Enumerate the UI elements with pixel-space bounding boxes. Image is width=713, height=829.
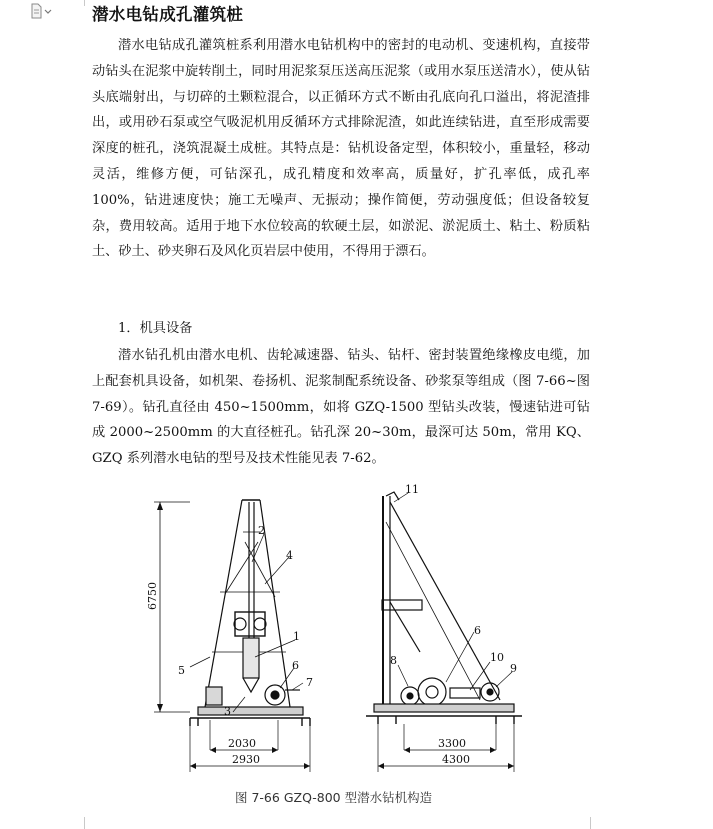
figure-caption: 图 7-66 GZQ-800 型潜水钻机构造 bbox=[235, 790, 433, 805]
callout-4: 4 bbox=[286, 549, 293, 562]
paragraph-intro: 潜水电钻成孔灌筑桩系利用潜水电钻机构中的密封的电动机、变速机构，直接带动钻头在泥浆中旋转削土，同时用泥浆泵压送高压泥浆（或用水泵压送清水），使从钻头底端射出，与切碎的土颗粒混合，以正循环方式不断由孔底向孔口溢出，将泥渣排出，或用砂石泵或空气吸泥机用反循环方式排除泥渣，如此连续钻进，直至形成需要深度的桩孔，浇筑混凝土成桩。其特点是：钻机设备定型，体积较小，重量轻，移动灵活，维修方便，可钻深孔，成孔精度和效率高，质量好，扩孔率低，成孔率 100%，钻进速度快；施工无噪声、无振动；操作简便，劳动强度低；但设备较复杂，费用较高。适用于地下水位较高的软硬土层，如淤泥、淤泥质土、粘土、粉质粘土、砂土、砂夹卵石及风化页岩层中使用，不得用于漂石。 bbox=[92, 38, 590, 260]
height-dimension: 6750 bbox=[146, 582, 159, 610]
callout-8: 8 bbox=[390, 654, 397, 667]
document-icon[interactable] bbox=[30, 3, 52, 19]
front-width-outer: 2930 bbox=[232, 753, 260, 766]
document-title: 潜水电钻成孔灌筑桩 bbox=[92, 5, 244, 24]
drill-rig-figure bbox=[146, 482, 540, 782]
callout-1: 1 bbox=[293, 630, 300, 643]
front-view bbox=[146, 500, 313, 772]
margin-corner-bottom-left bbox=[72, 817, 85, 829]
callout-6-front: 6 bbox=[292, 659, 299, 672]
paragraph-equipment: 潜水钻孔机由潜水电机、齿轮减速器、钻头、钻杆、密封装置绝缘橡皮电缆，加上配套机具设备，如机架、卷扬机、泥浆制配系统设备、砂浆泵等组成（图 7-66~图 7-69）。钻孔直径由 450~1500mm，如将 GZQ-1500 型钻头改装，慢速钻进可钻成 2000~2500mm 的大直径桩孔。钻孔深 20~30m，最深可达 50m，常用 KQ、GZQ 系列潜水电钻的型号及技术性能见表 7-62。 bbox=[92, 348, 590, 467]
margin-corner-bottom-right bbox=[590, 817, 605, 829]
section-heading: 1．机具设备 bbox=[118, 321, 193, 336]
callout-7: 7 bbox=[306, 676, 313, 689]
callout-6-side: 6 bbox=[474, 624, 481, 637]
callout-5: 5 bbox=[178, 664, 185, 677]
side-width-outer: 4300 bbox=[442, 753, 470, 766]
callout-9: 9 bbox=[510, 662, 517, 675]
side-width-inner: 3300 bbox=[438, 737, 466, 750]
callout-11: 11 bbox=[405, 483, 419, 496]
callout-2: 2 bbox=[258, 524, 265, 537]
front-width-inner: 2030 bbox=[228, 737, 256, 750]
side-view bbox=[366, 483, 522, 772]
margin-corner-top-left bbox=[76, 0, 85, 6]
callout-3: 3 bbox=[224, 705, 231, 718]
callout-10: 10 bbox=[490, 651, 504, 664]
